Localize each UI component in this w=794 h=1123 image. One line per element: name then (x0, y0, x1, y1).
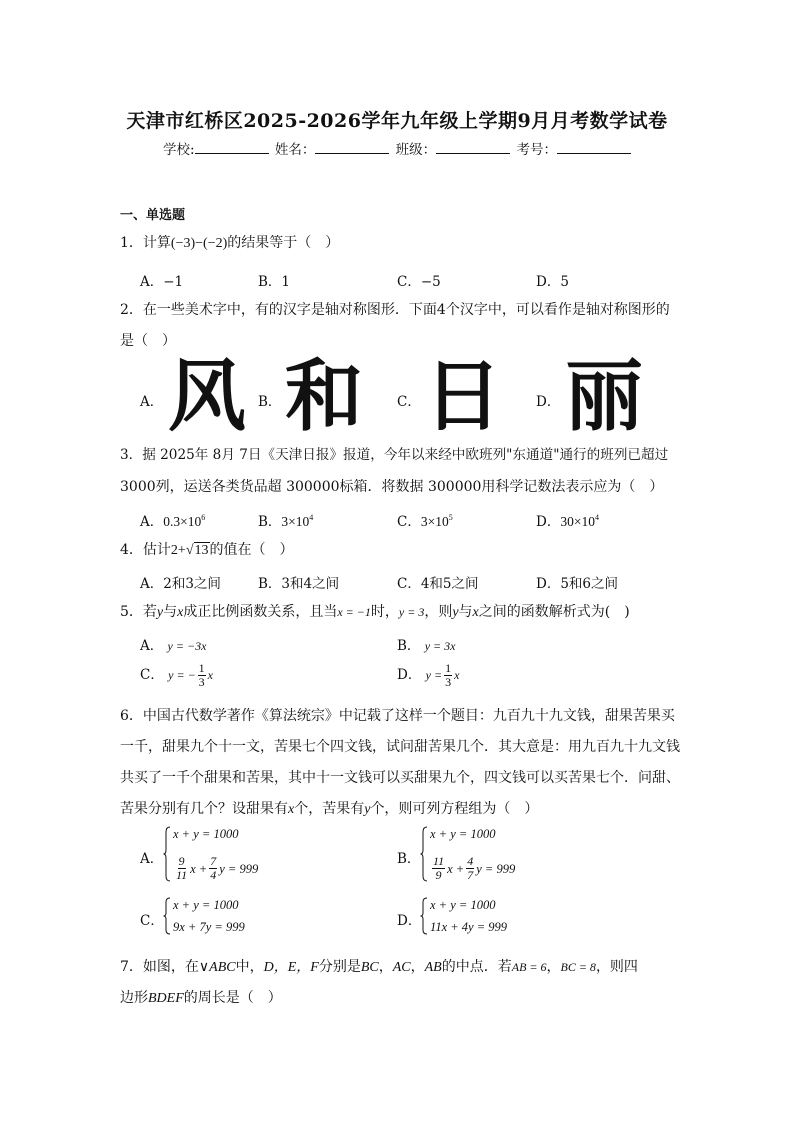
student-info-row (163, 138, 633, 158)
question-2-line-2: 是（ ） (120, 333, 176, 349)
brace-icon (163, 897, 172, 935)
q1-option-d: D．5 (536, 274, 569, 290)
q3-option-a: A．$0.3\times 10^6$ (140, 513, 206, 530)
section-heading: 一、单选题 (120, 208, 186, 223)
q6-option-b-system: x + y = 1000 $\frac{11}{9}$ x + $\frac{4}{7}$ y = 999 (420, 826, 515, 882)
q6-option-a-system: x + y = 1000 $\frac{9}{11}$ x + $\frac{7}{4}$ y = 999 (163, 826, 258, 882)
q5-option-d: D． y = $\frac{1}{3}$ x (397, 661, 460, 689)
brace-icon (420, 826, 429, 882)
question-1 (120, 233, 339, 254)
q2-char-he: 和 (285, 352, 364, 442)
q5-option-b: B． y = 3x (397, 638, 456, 654)
exam-title: 天津市红桥区2025-2026学年九年级上学期9月月考数学试卷 (126, 110, 668, 132)
q3-option-c: C．$3\times 10^5$ (397, 513, 453, 530)
q3-option-d: D．$30\times 10^4$ (536, 513, 599, 530)
q5-option-c: C． y = − $\frac{1}{3}$ x (140, 661, 213, 689)
question-6-line-4: 苦果分别有几个？设甜果有x个，苦果有y个，则可列方程组为（ ） (120, 801, 539, 817)
q4-option-d: D．5和6之间 (536, 576, 619, 592)
question-2-line-1: 2．在一些美术字中，有的汉字是轴对称图形．下面4个汉字中，可以看作是轴对称图形的 (120, 302, 670, 318)
name-label: 姓名： (274, 142, 316, 158)
question-6-line-3: 共买了一千个甜果和苦果，其中十一文钱可以买甜果九个，四文钱可以买苦果七个．问甜、 (120, 770, 680, 786)
exam-no-label: 考号： (516, 142, 557, 158)
question-6-line-1: 6．中国古代数学著作《算法统宗》中记载了这样一个题目：九百九十九文钱，甜果苦果买 (120, 708, 675, 724)
q1-option-b: B．1 (258, 274, 291, 290)
q2-option-c-label: C． (397, 394, 421, 410)
q6-option-d-label: D． (397, 913, 422, 929)
q6-option-b-label: B． (397, 851, 421, 867)
q4-radicand: 13 (194, 543, 209, 558)
q2-option-d-label: D． (536, 394, 561, 410)
question-3-line-1: 3．据 2025年 8月 7日《天津日报》报道，今年以来经中欧班列"东通道"通行的班列已超过 (120, 447, 669, 463)
school-label: 学校: (163, 142, 195, 158)
brace-icon (163, 826, 172, 882)
question-5: 5．若y与x成正比例函数关系，且当x = −1时，y = 3，则y与x之间的函数解析式为( ) (120, 604, 630, 620)
q1-suffix: 的结果等于（ ） (227, 235, 340, 251)
q1-prefix: 1．计算 (120, 235, 171, 251)
q2-char-li: 丽 (565, 352, 644, 442)
q2-char-feng: 风 (168, 352, 247, 442)
name-blank (315, 140, 389, 154)
brace-icon (420, 897, 429, 935)
question-6-line-2: 一千，甜果九个十一文，苦果七个四文钱，试问甜苦果几个．其大意是：用九百九十九文钱 (120, 739, 680, 755)
question-7-line-1: 7．如图，在∨ABC中，D，E，F分别是BC，AC，AB的中点．若AB = 6，BC = 8，则四 (120, 959, 638, 975)
question-4: 4．估计2+√13的值在（ ） (120, 542, 294, 558)
q6-option-a-label: A． (140, 851, 164, 867)
class-label: 班级： (395, 142, 437, 158)
q6-option-c-system: x + y = 1000 9x + 7y = 999 (163, 897, 245, 935)
q5-option-a: A． y = −3x (140, 638, 207, 654)
school-blank (195, 140, 269, 154)
question-3-line-2: 3000列，运送各类货品超 300000标箱．将数据 300000用科学记数法表示应为（ ） (120, 479, 664, 495)
q4-option-a: A．2和3之间 (140, 576, 221, 592)
question-7-line-2: 边形BDEF的周长是（ ） (120, 990, 282, 1006)
q2-option-a-label: A． (140, 394, 164, 410)
q3-option-b: B．$3\times 10^4$ (258, 513, 314, 530)
exam-no-blank (557, 140, 631, 154)
q6-option-d-system: x + y = 1000 11x + 4y = 999 (420, 897, 507, 935)
q2-option-b-label: B． (258, 394, 282, 410)
q4-option-b: B．3和4之间 (258, 576, 340, 592)
q6-option-c-label: C． (140, 913, 164, 929)
q2-char-ri: 日 (424, 352, 503, 442)
q1-expression: (−3)−(−2) (170, 236, 228, 251)
class-blank (436, 140, 510, 154)
q1-option-a: A．−1 (140, 274, 184, 290)
q4-option-c: C．4和5之间 (397, 576, 479, 592)
q1-option-c: C．−5 (397, 274, 441, 290)
